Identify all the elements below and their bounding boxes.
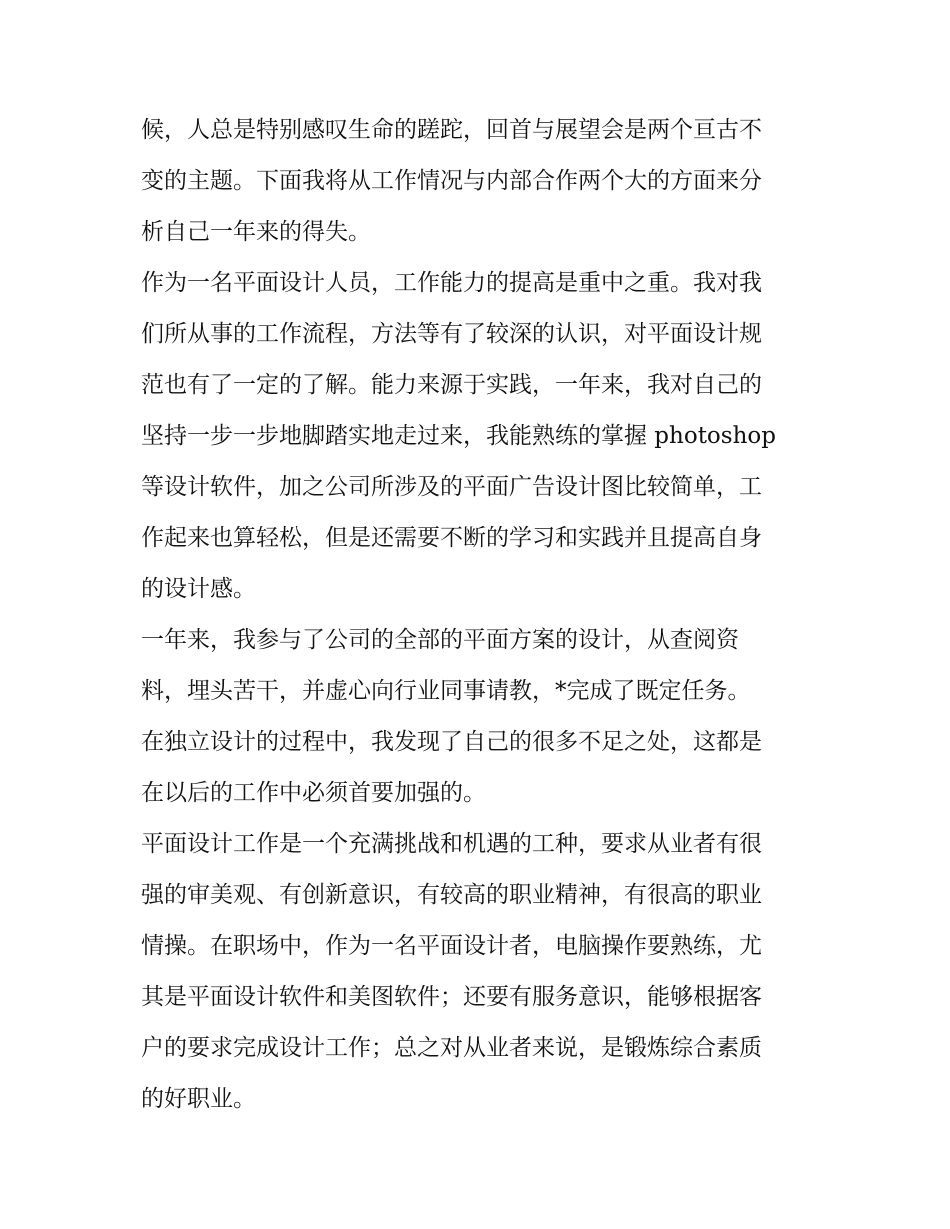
text-line: 情操。在职场中，作为一名平面设计者，电脑操作要熟练，尤 (141, 933, 762, 959)
text-line: 其是平面设计软件和美图软件；还要有服务意识，能够根据客 (141, 984, 762, 1010)
text-line: 析自己一年来的得失。 (141, 219, 371, 245)
text-line: 在以后的工作中必须首要加强的。 (141, 780, 486, 806)
text-line: 候，人总是特别感叹生命的蹉跎，回首与展望会是两个亘古不 (141, 117, 762, 143)
text-line: 一年来，我参与了公司的全部的平面方案的设计，从查阅资 (141, 627, 739, 653)
text-line: 料，埋头苦干，并虚心向行业同事请教，*完成了既定任务。 (141, 678, 751, 704)
text-line: 作起来也算轻松，但是还需要不断的学习和实践并且提高自身 (141, 525, 762, 551)
paragraph-projects (141, 618, 813, 822)
text-line: 变的主题。下面我将从工作情况与内部合作两个大的方面来分 (141, 168, 762, 194)
paragraph-work-ability (141, 261, 813, 618)
text-line: 坚持一步一步地脚踏实地走过来，我能熟练的掌握 photoshop (141, 423, 776, 449)
paragraph-intro (141, 108, 813, 261)
text-line: 强的审美观、有创新意识，有较高的职业精神，有很高的职业 (141, 882, 762, 908)
text-line: 的设计感。 (141, 576, 256, 602)
text-line: 等设计软件，加之公司所涉及的平面广告设计图比较简单，工 (141, 474, 762, 500)
text-line: 在独立设计的过程中，我发现了自己的很多不足之处，这都是 (141, 729, 762, 755)
text-line: 户的要求完成设计工作；总之对从业者来说，是锻炼综合素质 (141, 1035, 762, 1061)
document-page (141, 108, 813, 1128)
text-line: 范也有了一定的了解。能力来源于实践，一年来，我对自己的 (141, 372, 762, 398)
text-line: 的好职业。 (141, 1086, 256, 1112)
text-line: 们所从事的工作流程，方法等有了较深的认识，对平面设计规 (141, 321, 762, 347)
text-line: 平面设计工作是一个充满挑战和机遇的工种，要求从业者有很 (141, 831, 762, 857)
text-line: 作为一名平面设计人员，工作能力的提高是重中之重。我对我 (141, 270, 762, 296)
paragraph-career (141, 822, 813, 1128)
